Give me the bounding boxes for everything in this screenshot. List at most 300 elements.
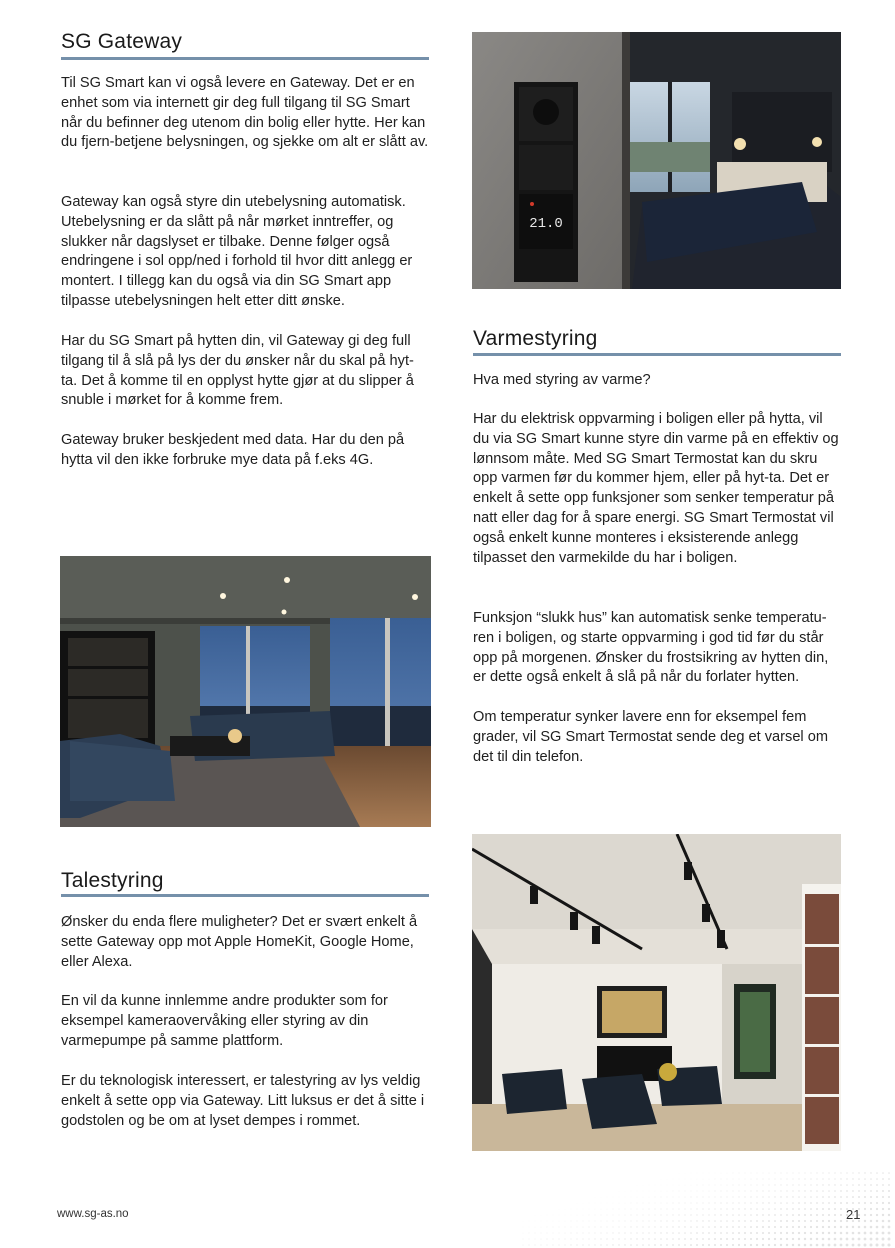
decorative-dot [619,1215,620,1216]
decorative-dot [750,1232,752,1234]
decorative-dot [769,1179,770,1180]
decorative-dot [702,1244,704,1246]
decorative-dot [822,1172,823,1173]
decorative-dot [726,1202,727,1203]
decorative-dot [798,1232,800,1234]
decorative-dot [846,1172,847,1173]
decorative-dot [529,1245,530,1246]
decorative-dot [828,1184,829,1185]
decorative-dot [553,1239,554,1240]
decorative-dot [792,1208,794,1210]
decorative-dot [882,1208,884,1210]
decorative-dot [882,1172,884,1174]
decorative-dot [774,1184,775,1185]
decorative-dot [631,1209,632,1210]
decorative-dot [684,1232,686,1234]
decorative-dot [583,1233,584,1234]
decorative-dot [816,1202,818,1204]
decorative-dot [666,1238,668,1240]
decorative-dot [756,1232,758,1234]
decorative-dot [768,1190,769,1191]
decorative-dot [696,1238,698,1240]
decorative-dot [888,1190,890,1192]
decorative-dot [781,1173,782,1174]
decorative-dot [732,1214,734,1216]
decorative-dot [594,1244,595,1245]
decorative-dot [613,1203,614,1204]
decorative-dot [588,1244,589,1245]
decorative-dot [876,1220,878,1222]
decorative-dot [792,1244,794,1246]
decorative-dot [720,1196,721,1197]
decorative-dot [852,1232,855,1235]
decorative-dot [750,1238,752,1240]
decorative-dot [888,1202,890,1204]
decorative-dot [816,1232,818,1234]
decorative-dot [691,1197,692,1198]
decorative-dot [852,1178,853,1179]
decorative-dot [756,1220,758,1222]
decorative-dot [588,1238,589,1239]
decorative-dot [840,1232,843,1235]
decorative-dot [679,1203,680,1204]
decorative-dot [846,1232,849,1235]
decorative-dot [630,1244,632,1246]
decorative-dot [786,1184,787,1185]
decorative-dot [864,1238,867,1241]
decorative-dot [786,1178,787,1179]
decorative-dot [559,1233,560,1234]
decorative-dot [660,1244,662,1246]
decorative-dot [762,1202,763,1203]
decorative-dot [660,1226,661,1227]
decorative-dot [846,1196,848,1198]
decorative-dot [792,1178,793,1179]
decorative-dot [858,1196,860,1198]
decorative-dot [870,1208,872,1210]
decorative-dot [583,1221,584,1222]
decorative-dot [852,1202,854,1204]
lounge-photo [472,834,841,1151]
decorative-dot [816,1238,818,1240]
decorative-dot [828,1178,829,1179]
decorative-dot [630,1238,631,1239]
decorative-dot [673,1191,674,1192]
decorative-dot [804,1244,807,1247]
decorative-dot [762,1232,764,1234]
decorative-dot [780,1220,782,1222]
decorative-dot [870,1172,871,1173]
decorative-dot [583,1215,584,1216]
decorative-dot [702,1220,703,1221]
decorative-dot [834,1238,837,1241]
decorative-dot [535,1245,536,1246]
decorative-dot [721,1173,722,1174]
decorative-dot [672,1214,673,1215]
decorative-dot [828,1226,830,1228]
decorative-dot [780,1202,782,1204]
decorative-dot [577,1221,578,1222]
decorative-dot [858,1190,860,1192]
decorative-dot [751,1179,752,1180]
decorative-dot [678,1220,679,1221]
decorative-dot [691,1191,692,1192]
decorative-dot [744,1232,746,1234]
decorative-dot [541,1245,542,1246]
decorative-dot [535,1239,536,1240]
decorative-dot [733,1179,734,1180]
decorative-dot [762,1190,763,1191]
decorative-dot [804,1190,805,1191]
varme-heading: Varmestyring [473,327,598,350]
decorative-dot [642,1244,644,1246]
decorative-dot [625,1215,626,1216]
decorative-dot [840,1178,841,1179]
decorative-dot [756,1238,758,1240]
decorative-dot [685,1197,686,1198]
decorative-dot [600,1238,601,1239]
decorative-dot [888,1226,891,1229]
page-number: 21 [846,1207,861,1222]
decorative-dot [762,1184,763,1185]
decorative-dot [750,1202,751,1203]
decorative-dot [888,1220,891,1223]
decorative-dot [840,1226,842,1228]
decorative-dot [624,1238,625,1239]
gateway-paragraph-1: Til SG Smart kan vi også levere en Gateway. Det er en enhet som via internett gir deg full tilgang til SG Smart når du befinner deg utenom din bolig eller hytte. Her kan du fjern-betjene belysningen, og sjekke om alt er slått av. [61,75,429,151]
decorative-dot [600,1244,601,1245]
decorative-dot [858,1226,861,1229]
decorative-dot [726,1232,728,1234]
decorative-dot [744,1226,746,1228]
decorative-dot [612,1238,613,1239]
decorative-dot [738,1220,740,1222]
decorative-dot [774,1202,776,1204]
decorative-dot [612,1226,613,1227]
decorative-dot [690,1220,691,1221]
decorative-dot [798,1172,799,1173]
decorative-dot [840,1196,842,1198]
decorative-dot [708,1244,710,1246]
decorative-dot [565,1233,566,1234]
decorative-dot [798,1184,799,1185]
decorative-dot [708,1208,709,1209]
decorative-dot [751,1173,752,1174]
decorative-dot [822,1196,824,1198]
decorative-dot [691,1203,692,1204]
tale-paragraph-1: Ønsker du enda flere muligheter? Det er svært enkelt å sette Gateway opp mot Apple HomeKit, Google Home, eller Alexa. [61,914,418,970]
decorative-dot [876,1226,879,1229]
decorative-dot [870,1184,872,1186]
decorative-dot [696,1226,698,1228]
decorative-dot [636,1226,637,1227]
decorative-dot [768,1196,769,1197]
decorative-dot [882,1226,885,1229]
decorative-dot [720,1220,722,1222]
decorative-dot [763,1179,764,1180]
decorative-dot [738,1238,740,1240]
decorative-dot [858,1244,861,1247]
decorative-dot [887,1243,890,1246]
decorative-dot [774,1238,776,1240]
decorative-dot [582,1238,583,1239]
decorative-dot [631,1203,632,1204]
decorative-dot [714,1196,715,1197]
decorative-dot [762,1208,764,1210]
decorative-dot [523,1233,524,1234]
decorative-dot [852,1244,855,1247]
decorative-dot [852,1226,854,1228]
decorative-dot [630,1232,631,1233]
decorative-dot [709,1197,710,1198]
decorative-dot [793,1173,794,1174]
decorative-dot [696,1220,697,1221]
decorative-dot [613,1215,614,1216]
decorative-dot [786,1196,787,1197]
decorative-dot [834,1232,836,1234]
decorative-dot [625,1203,626,1204]
decorative-dot [870,1202,872,1204]
decorative-dot [715,1179,716,1180]
decorative-dot [607,1215,608,1216]
decorative-dot [529,1233,530,1234]
decorative-dot [786,1190,787,1191]
decorative-dot [738,1226,740,1228]
decorative-dot [648,1238,649,1239]
decorative-dot [846,1190,848,1192]
decorative-dot [607,1203,608,1204]
decorative-dot [661,1197,662,1198]
decorative-dot [768,1226,770,1228]
decorative-dot [828,1196,830,1198]
decorative-dot [714,1226,716,1228]
decorative-dot [726,1244,728,1246]
decorative-dot [714,1244,716,1246]
decorative-dot [691,1185,692,1186]
decorative-dot [822,1244,825,1247]
varme-paragraph-1: Hva med styring av varme? [473,372,651,388]
decorative-dot [637,1197,638,1198]
decorative-dot [589,1233,590,1234]
decorative-dot [852,1172,853,1173]
decorative-dot [816,1208,818,1210]
decorative-dot [834,1172,835,1173]
decorative-dot [840,1190,842,1192]
decorative-dot [840,1244,843,1247]
decorative-dot [822,1202,824,1204]
decorative-dot [684,1208,685,1209]
decorative-dot [702,1238,704,1240]
decorative-dot [804,1220,806,1222]
decorative-dot [840,1172,841,1173]
decorative-dot [732,1208,733,1209]
decorative-dot [642,1226,643,1227]
decorative-dot [822,1178,823,1179]
decorative-dot [774,1190,775,1191]
decorative-dot [876,1238,879,1241]
decorative-dot [666,1232,667,1233]
decorative-dot [774,1226,776,1228]
decorative-dot [709,1179,710,1180]
decorative-dot [679,1185,680,1186]
decorative-dot [714,1238,716,1240]
decorative-dot [876,1196,878,1198]
decorative-dot [685,1191,686,1192]
decorative-dot [762,1196,763,1197]
decorative-dot [858,1184,860,1186]
decorative-dot [570,1244,571,1245]
decorative-dot [888,1178,890,1180]
decorative-dot [828,1238,831,1241]
decorative-dot [576,1238,577,1239]
decorative-dot [637,1209,638,1210]
decorative-dot [750,1196,751,1197]
decorative-dot [882,1184,884,1186]
decorative-dot [726,1214,727,1215]
decorative-dot [828,1172,829,1173]
decorative-dot [882,1244,885,1247]
decorative-dot [780,1226,782,1228]
decorative-dot [792,1184,793,1185]
decorative-dot [738,1196,739,1197]
decorative-dot [864,1184,866,1186]
decorative-dot [810,1184,811,1185]
decorative-dot [834,1184,835,1185]
gateway-heading-rule [61,57,429,60]
decorative-dot [732,1232,734,1234]
decorative-dot [655,1209,656,1210]
decorative-dot [667,1191,668,1192]
decorative-dot [780,1244,782,1246]
decorative-dot [690,1232,692,1234]
decorative-dot [654,1238,656,1240]
decorative-dot [727,1179,728,1180]
decorative-dot [636,1232,637,1233]
decorative-dot [714,1202,715,1203]
decorative-dot [804,1214,806,1216]
decorative-dot [709,1191,710,1192]
decorative-dot [744,1190,745,1191]
decorative-dot [541,1239,542,1240]
decorative-dot [654,1232,655,1233]
decorative-dot [792,1238,794,1240]
decorative-dot [708,1202,709,1203]
decorative-dot [727,1185,728,1186]
decorative-dot [739,1179,740,1180]
decorative-dot [649,1203,650,1204]
decorative-dot [762,1238,764,1240]
decorative-dot [858,1232,861,1235]
varme-paragraph-2: Har du elektrisk oppvarming i boligen eller på hytta, vil du via SG Smart kunne styre din varme på en effektiv og lønnsom måte. Med SG Smart Termostat kan du skru opp varmen før du kommer hjem, eller på hyt-ta. Det er enkelt å sette opp funksjoner som senker temperatur på natt eller dag for å spare energi. SG Smart Termostat vil også enkelt kunne monteres i eksisterende anlegg tilpasset den varmekilde du har i boligen. [473,411,839,566]
decorative-dot [780,1238,782,1240]
gateway-paragraph-3: Har du SG Smart på hytten din, vil Gateway gi deg full tilgang til å slå på lys der du ønsker når du skal på hyt-ta. Det å komme til en opplyst hytte gjør at du slipper å snuble i mørket for å komme frem. [61,333,414,409]
decorative-dot [852,1190,854,1192]
decorative-dot [672,1208,673,1209]
decorative-dot [637,1203,638,1204]
decorative-dot [882,1178,884,1180]
decorative-dot [888,1196,890,1198]
decorative-dot [804,1172,805,1173]
decorative-dot [667,1203,668,1204]
decorative-dot [684,1220,685,1221]
decorative-dot [750,1190,751,1191]
decorative-dot [745,1173,746,1174]
decorative-dot [757,1179,758,1180]
decorative-dot [810,1190,811,1191]
decorative-dot [834,1178,835,1179]
decorative-dot [595,1215,596,1216]
decorative-dot [708,1214,709,1215]
decorative-dot [798,1244,801,1247]
decorative-dot [733,1191,734,1192]
decorative-dot [834,1226,836,1228]
decorative-dot [762,1226,764,1228]
decorative-dot [769,1173,770,1174]
decorative-dot [798,1238,800,1240]
decorative-dot [864,1172,865,1173]
gateway-paragraph-4: Gateway bruker beskjedent med data. Har du den på hytta vil den ikke forbruke mye data på f.eks 4G. [61,432,405,468]
decorative-dot [720,1244,722,1246]
decorative-dot [643,1197,644,1198]
decorative-dot [577,1215,578,1216]
decorative-dot [798,1220,800,1222]
decorative-dot [547,1227,548,1228]
decorative-dot [643,1215,644,1216]
decorative-dot [726,1196,727,1197]
decorative-dot [798,1208,800,1210]
decorative-dot [846,1226,848,1228]
decorative-dot [744,1202,745,1203]
decorative-dot [828,1232,830,1234]
decorative-dot [702,1226,704,1228]
decorative-dot [828,1244,831,1247]
decorative-dot [547,1239,548,1240]
decorative-dot [696,1214,697,1215]
decorative-dot [595,1221,596,1222]
decorative-dot [774,1220,776,1222]
decorative-dot [559,1227,560,1228]
decorative-dot [642,1220,643,1221]
decorative-dot [870,1196,872,1198]
decorative-dot [810,1208,812,1210]
decorative-dot [846,1184,848,1186]
decorative-dot [601,1209,602,1210]
decorative-dot [882,1196,884,1198]
decorative-dot [595,1227,596,1228]
decorative-dot [666,1214,667,1215]
decorative-dot [810,1232,812,1234]
decorative-dot [864,1196,866,1198]
decorative-dot [864,1190,866,1192]
decorative-dot [601,1215,602,1216]
decorative-dot [708,1238,710,1240]
decorative-dot [547,1221,548,1222]
decorative-dot [852,1196,854,1198]
decorative-dot [810,1172,811,1173]
decorative-dot [798,1214,800,1216]
decorative-dot [643,1203,644,1204]
decorative-dot [589,1215,590,1216]
decorative-dot [876,1172,878,1174]
decorative-dot [745,1185,746,1186]
decorative-dot [780,1208,782,1210]
decorative-dot [816,1244,819,1247]
decorative-dot [775,1173,776,1174]
decorative-dot [552,1244,553,1245]
decorative-dot [822,1184,823,1185]
decorative-dot [654,1226,655,1227]
decorative-dot [583,1227,584,1228]
